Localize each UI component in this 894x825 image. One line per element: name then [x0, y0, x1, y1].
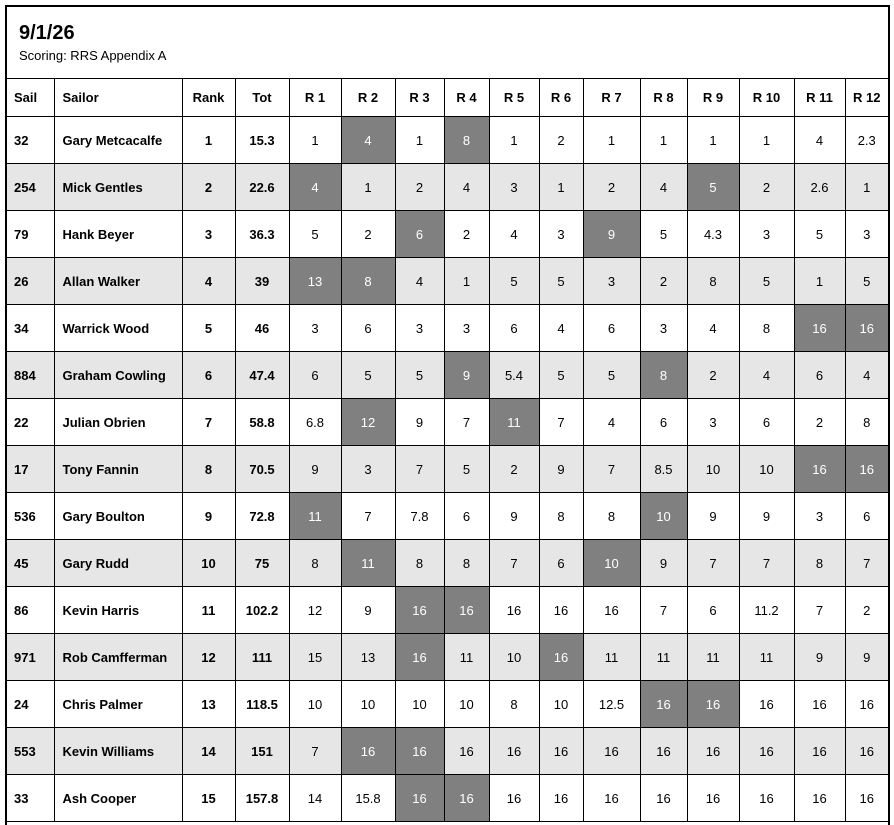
- total-cell: 72.8: [235, 493, 289, 540]
- race-score-cell: 4: [539, 305, 583, 352]
- race-score-cell: 16: [794, 681, 845, 728]
- race-score-cell: 11: [444, 634, 489, 681]
- discarded-race-score-cell: 16: [444, 587, 489, 634]
- sheet-header: [7, 7, 888, 79]
- table-row: [7, 493, 888, 540]
- race-score-cell: 6: [444, 493, 489, 540]
- race-score-cell: 2: [687, 352, 739, 399]
- discarded-race-score-cell: 16: [845, 305, 888, 352]
- race-score-cell: 2: [845, 587, 888, 634]
- race-score-cell: 16: [583, 775, 640, 822]
- race-score-cell: 9: [739, 493, 794, 540]
- total-cell: 102.2: [235, 587, 289, 634]
- total-cell: 22.6: [235, 164, 289, 211]
- race-score-cell: 7: [341, 493, 395, 540]
- race-score-cell: 3: [341, 446, 395, 493]
- discarded-race-score-cell: 16: [395, 775, 444, 822]
- total-cell: 39: [235, 258, 289, 305]
- race-score-cell: 16: [539, 775, 583, 822]
- race-score-cell: 11: [640, 634, 687, 681]
- sail-number-cell: 34: [7, 305, 54, 352]
- sailor-name-cell: Gary Boulton: [54, 493, 182, 540]
- rank-cell: 8: [182, 446, 235, 493]
- rank-cell: 2: [182, 164, 235, 211]
- column-header-r9: R 9: [687, 79, 739, 117]
- race-score-cell: 16: [687, 775, 739, 822]
- race-score-cell: 9: [687, 493, 739, 540]
- race-score-cell: 4: [640, 164, 687, 211]
- total-cell: 118.5: [235, 681, 289, 728]
- race-score-cell: 6: [341, 305, 395, 352]
- discarded-race-score-cell: 16: [395, 634, 444, 681]
- table-row: [7, 211, 888, 258]
- race-score-cell: 7: [539, 399, 583, 446]
- rank-cell: 5: [182, 305, 235, 352]
- race-score-cell: 5: [739, 258, 794, 305]
- discarded-race-score-cell: 8: [444, 117, 489, 164]
- race-score-cell: 5: [640, 211, 687, 258]
- race-score-cell: 3: [489, 164, 539, 211]
- column-header-r2: R 2: [341, 79, 395, 117]
- race-score-cell: 2.6: [794, 164, 845, 211]
- race-score-cell: 5.4: [489, 352, 539, 399]
- race-score-cell: 8: [539, 493, 583, 540]
- race-score-cell: 8: [395, 540, 444, 587]
- total-cell: 46: [235, 305, 289, 352]
- race-score-cell: 12: [289, 587, 341, 634]
- column-header-r8: R 8: [640, 79, 687, 117]
- race-score-cell: 8.5: [640, 446, 687, 493]
- discarded-race-score-cell: 10: [640, 493, 687, 540]
- rank-cell: 6: [182, 352, 235, 399]
- race-score-cell: 7: [444, 399, 489, 446]
- sailor-name-cell: Kevin Harris: [54, 587, 182, 634]
- sail-number-cell: 17: [7, 446, 54, 493]
- race-score-cell: 8: [289, 540, 341, 587]
- discarded-race-score-cell: 13: [289, 258, 341, 305]
- table-row: [7, 164, 888, 211]
- total-cell: 151: [235, 728, 289, 775]
- race-score-cell: 16: [539, 728, 583, 775]
- discarded-race-score-cell: 9: [444, 352, 489, 399]
- race-score-cell: 8: [687, 258, 739, 305]
- column-header-rank: Rank: [182, 79, 235, 117]
- race-score-cell: 4.3: [687, 211, 739, 258]
- scoring-subtitle: Scoring: RRS Appendix A: [19, 48, 167, 63]
- race-score-cell: 4: [583, 399, 640, 446]
- column-header-r3: R 3: [395, 79, 444, 117]
- race-score-cell: 7: [794, 587, 845, 634]
- page-title: 9/1/26: [19, 22, 75, 44]
- column-header-r11: R 11: [794, 79, 845, 117]
- race-score-cell: 7: [489, 540, 539, 587]
- table-row: [7, 446, 888, 493]
- sail-number-cell: 884: [7, 352, 54, 399]
- discarded-race-score-cell: 16: [794, 446, 845, 493]
- discarded-race-score-cell: 16: [395, 587, 444, 634]
- total-cell: 75: [235, 540, 289, 587]
- total-cell: 58.8: [235, 399, 289, 446]
- race-score-cell: 1: [794, 258, 845, 305]
- sailor-name-cell: Chris Palmer: [54, 681, 182, 728]
- table-row: [7, 728, 888, 775]
- discarded-race-score-cell: 16: [395, 728, 444, 775]
- table-row: [7, 681, 888, 728]
- race-score-cell: 10: [739, 446, 794, 493]
- race-score-cell: 2: [539, 117, 583, 164]
- race-score-cell: 16: [489, 775, 539, 822]
- discarded-race-score-cell: 16: [687, 681, 739, 728]
- rank-cell: 10: [182, 540, 235, 587]
- race-score-cell: 1: [489, 117, 539, 164]
- table-row: [7, 352, 888, 399]
- rank-cell: 14: [182, 728, 235, 775]
- sailor-name-cell: Allan Walker: [54, 258, 182, 305]
- column-header-r1: R 1: [289, 79, 341, 117]
- results-table: [7, 79, 888, 822]
- race-score-cell: 6: [739, 399, 794, 446]
- race-score-cell: 16: [739, 775, 794, 822]
- race-score-cell: 5: [289, 211, 341, 258]
- race-score-cell: 2: [444, 211, 489, 258]
- race-score-cell: 9: [289, 446, 341, 493]
- sail-number-cell: 536: [7, 493, 54, 540]
- race-score-cell: 16: [583, 587, 640, 634]
- table-row: [7, 399, 888, 446]
- race-score-cell: 16: [845, 775, 888, 822]
- race-score-cell: 10: [444, 681, 489, 728]
- column-header-sail: Sail: [7, 79, 54, 117]
- race-score-cell: 5: [539, 258, 583, 305]
- discarded-race-score-cell: 11: [289, 493, 341, 540]
- race-score-cell: 16: [489, 587, 539, 634]
- sailor-name-cell: Mick Gentles: [54, 164, 182, 211]
- rank-cell: 12: [182, 634, 235, 681]
- rank-cell: 4: [182, 258, 235, 305]
- race-score-cell: 7: [845, 540, 888, 587]
- race-score-cell: 1: [845, 164, 888, 211]
- race-score-cell: 8: [845, 399, 888, 446]
- race-score-cell: 15: [289, 634, 341, 681]
- race-score-cell: 2: [640, 258, 687, 305]
- sailor-name-cell: Kevin Williams: [54, 728, 182, 775]
- sail-number-cell: 86: [7, 587, 54, 634]
- race-score-cell: 1: [739, 117, 794, 164]
- discarded-race-score-cell: 9: [583, 211, 640, 258]
- rank-cell: 9: [182, 493, 235, 540]
- table-row: [7, 775, 888, 822]
- race-score-cell: 6: [794, 352, 845, 399]
- race-score-cell: 5: [341, 352, 395, 399]
- race-score-cell: 6: [640, 399, 687, 446]
- race-score-cell: 16: [640, 728, 687, 775]
- race-score-cell: 7: [583, 446, 640, 493]
- total-cell: 157.8: [235, 775, 289, 822]
- sailor-name-cell: Gary Metcacalfe: [54, 117, 182, 164]
- race-score-cell: 2: [794, 399, 845, 446]
- race-score-cell: 1: [640, 117, 687, 164]
- race-score-cell: 16: [845, 681, 888, 728]
- discarded-race-score-cell: 16: [341, 728, 395, 775]
- column-header-r5: R 5: [489, 79, 539, 117]
- race-score-cell: 4: [845, 352, 888, 399]
- race-score-cell: 8: [444, 540, 489, 587]
- race-score-cell: 3: [289, 305, 341, 352]
- race-score-cell: 1: [341, 164, 395, 211]
- race-score-cell: 4: [739, 352, 794, 399]
- race-score-cell: 2: [341, 211, 395, 258]
- race-score-cell: 8: [489, 681, 539, 728]
- race-score-cell: 3: [845, 211, 888, 258]
- column-header-sailor: Sailor: [54, 79, 182, 117]
- race-score-cell: 9: [489, 493, 539, 540]
- table-row: [7, 634, 888, 681]
- race-score-cell: 16: [489, 728, 539, 775]
- race-score-cell: 10: [289, 681, 341, 728]
- race-score-cell: 9: [845, 634, 888, 681]
- race-score-cell: 5: [583, 352, 640, 399]
- sail-number-cell: 26: [7, 258, 54, 305]
- race-score-cell: 3: [794, 493, 845, 540]
- race-score-cell: 3: [395, 305, 444, 352]
- race-score-cell: 3: [539, 211, 583, 258]
- race-score-cell: 3: [640, 305, 687, 352]
- race-score-cell: 7: [687, 540, 739, 587]
- race-score-cell: 8: [583, 493, 640, 540]
- rank-cell: 15: [182, 775, 235, 822]
- sail-number-cell: 553: [7, 728, 54, 775]
- sail-number-cell: 254: [7, 164, 54, 211]
- race-score-cell: 5: [489, 258, 539, 305]
- sail-number-cell: 79: [7, 211, 54, 258]
- race-score-cell: 9: [640, 540, 687, 587]
- race-score-cell: 16: [794, 728, 845, 775]
- race-score-cell: 4: [794, 117, 845, 164]
- race-score-cell: 3: [583, 258, 640, 305]
- rank-cell: 13: [182, 681, 235, 728]
- total-cell: 111: [235, 634, 289, 681]
- discarded-race-score-cell: 12: [341, 399, 395, 446]
- race-score-cell: 16: [583, 728, 640, 775]
- race-score-cell: 10: [489, 634, 539, 681]
- race-score-cell: 8: [794, 540, 845, 587]
- sail-number-cell: 971: [7, 634, 54, 681]
- race-score-cell: 5: [845, 258, 888, 305]
- sail-number-cell: 24: [7, 681, 54, 728]
- race-score-cell: 9: [395, 399, 444, 446]
- race-score-cell: 2: [583, 164, 640, 211]
- race-score-cell: 6: [845, 493, 888, 540]
- race-score-cell: 14: [289, 775, 341, 822]
- race-score-cell: 11: [687, 634, 739, 681]
- race-score-cell: 5: [794, 211, 845, 258]
- race-score-cell: 6.8: [289, 399, 341, 446]
- table-row: [7, 258, 888, 305]
- sailor-name-cell: Ash Cooper: [54, 775, 182, 822]
- race-score-cell: 2.3: [845, 117, 888, 164]
- sail-number-cell: 22: [7, 399, 54, 446]
- sail-number-cell: 32: [7, 117, 54, 164]
- race-score-cell: 6: [289, 352, 341, 399]
- race-score-cell: 11: [739, 634, 794, 681]
- race-score-cell: 12.5: [583, 681, 640, 728]
- race-score-cell: 16: [444, 728, 489, 775]
- race-score-cell: 4: [444, 164, 489, 211]
- race-score-cell: 16: [640, 775, 687, 822]
- sailor-name-cell: Tony Fannin: [54, 446, 182, 493]
- discarded-race-score-cell: 8: [341, 258, 395, 305]
- race-score-cell: 4: [489, 211, 539, 258]
- table-row: [7, 587, 888, 634]
- sail-number-cell: 45: [7, 540, 54, 587]
- total-cell: 70.5: [235, 446, 289, 493]
- race-score-cell: 1: [687, 117, 739, 164]
- sailor-name-cell: Hank Beyer: [54, 211, 182, 258]
- rank-cell: 1: [182, 117, 235, 164]
- header-row: [7, 79, 888, 117]
- race-score-cell: 16: [845, 728, 888, 775]
- race-score-cell: 3: [687, 399, 739, 446]
- sailor-name-cell: Gary Rudd: [54, 540, 182, 587]
- discarded-race-score-cell: 16: [539, 634, 583, 681]
- race-score-cell: 16: [539, 587, 583, 634]
- discarded-race-score-cell: 11: [489, 399, 539, 446]
- race-score-cell: 1: [583, 117, 640, 164]
- sailor-name-cell: Rob Camfferman: [54, 634, 182, 681]
- race-score-cell: 16: [794, 775, 845, 822]
- column-header-r7: R 7: [583, 79, 640, 117]
- sail-number-cell: 33: [7, 775, 54, 822]
- race-score-cell: 2: [395, 164, 444, 211]
- race-score-cell: 9: [794, 634, 845, 681]
- race-score-cell: 9: [539, 446, 583, 493]
- total-cell: 36.3: [235, 211, 289, 258]
- race-score-cell: 10: [539, 681, 583, 728]
- table-row: [7, 305, 888, 352]
- table-row: [7, 117, 888, 164]
- column-header-tot: Tot: [235, 79, 289, 117]
- discarded-race-score-cell: 16: [794, 305, 845, 352]
- race-score-cell: 1: [539, 164, 583, 211]
- race-score-cell: 16: [739, 681, 794, 728]
- discarded-race-score-cell: 6: [395, 211, 444, 258]
- race-score-cell: 11.2: [739, 587, 794, 634]
- discarded-race-score-cell: 4: [341, 117, 395, 164]
- discarded-race-score-cell: 16: [845, 446, 888, 493]
- race-score-cell: 2: [489, 446, 539, 493]
- total-cell: 15.3: [235, 117, 289, 164]
- race-score-cell: 7: [289, 728, 341, 775]
- race-score-cell: 3: [739, 211, 794, 258]
- race-score-cell: 15.8: [341, 775, 395, 822]
- column-header-r10: R 10: [739, 79, 794, 117]
- column-header-r12: R 12: [845, 79, 888, 117]
- race-score-cell: 6: [489, 305, 539, 352]
- rank-cell: 7: [182, 399, 235, 446]
- column-header-r4: R 4: [444, 79, 489, 117]
- race-score-cell: 6: [539, 540, 583, 587]
- discarded-race-score-cell: 11: [341, 540, 395, 587]
- rank-cell: 3: [182, 211, 235, 258]
- discarded-race-score-cell: 16: [640, 681, 687, 728]
- table-row: [7, 540, 888, 587]
- race-score-cell: 5: [444, 446, 489, 493]
- race-score-cell: 7: [395, 446, 444, 493]
- race-score-cell: 4: [395, 258, 444, 305]
- race-score-cell: 5: [539, 352, 583, 399]
- race-score-cell: 7: [739, 540, 794, 587]
- race-score-cell: 4: [687, 305, 739, 352]
- discarded-race-score-cell: 16: [444, 775, 489, 822]
- race-score-cell: 16: [739, 728, 794, 775]
- results-body: [7, 117, 888, 822]
- rank-cell: 11: [182, 587, 235, 634]
- race-score-cell: 10: [687, 446, 739, 493]
- race-score-cell: 10: [341, 681, 395, 728]
- race-score-cell: 5: [395, 352, 444, 399]
- discarded-race-score-cell: 10: [583, 540, 640, 587]
- race-score-cell: 10: [395, 681, 444, 728]
- race-score-cell: 1: [395, 117, 444, 164]
- race-score-cell: 3: [444, 305, 489, 352]
- total-cell: 47.4: [235, 352, 289, 399]
- race-score-cell: 1: [444, 258, 489, 305]
- race-score-cell: 6: [583, 305, 640, 352]
- discarded-race-score-cell: 8: [640, 352, 687, 399]
- sailor-name-cell: Julian Obrien: [54, 399, 182, 446]
- race-score-cell: 9: [341, 587, 395, 634]
- race-score-cell: 2: [739, 164, 794, 211]
- race-score-cell: 11: [583, 634, 640, 681]
- discarded-race-score-cell: 4: [289, 164, 341, 211]
- race-score-cell: 6: [687, 587, 739, 634]
- column-header-r6: R 6: [539, 79, 583, 117]
- race-score-cell: 16: [687, 728, 739, 775]
- sailor-name-cell: Warrick Wood: [54, 305, 182, 352]
- race-score-cell: 8: [739, 305, 794, 352]
- race-score-cell: 7: [640, 587, 687, 634]
- race-score-cell: 7.8: [395, 493, 444, 540]
- sailor-name-cell: Graham Cowling: [54, 352, 182, 399]
- discarded-race-score-cell: 5: [687, 164, 739, 211]
- results-sheet: [5, 5, 890, 825]
- race-score-cell: 13: [341, 634, 395, 681]
- race-score-cell: 1: [289, 117, 341, 164]
